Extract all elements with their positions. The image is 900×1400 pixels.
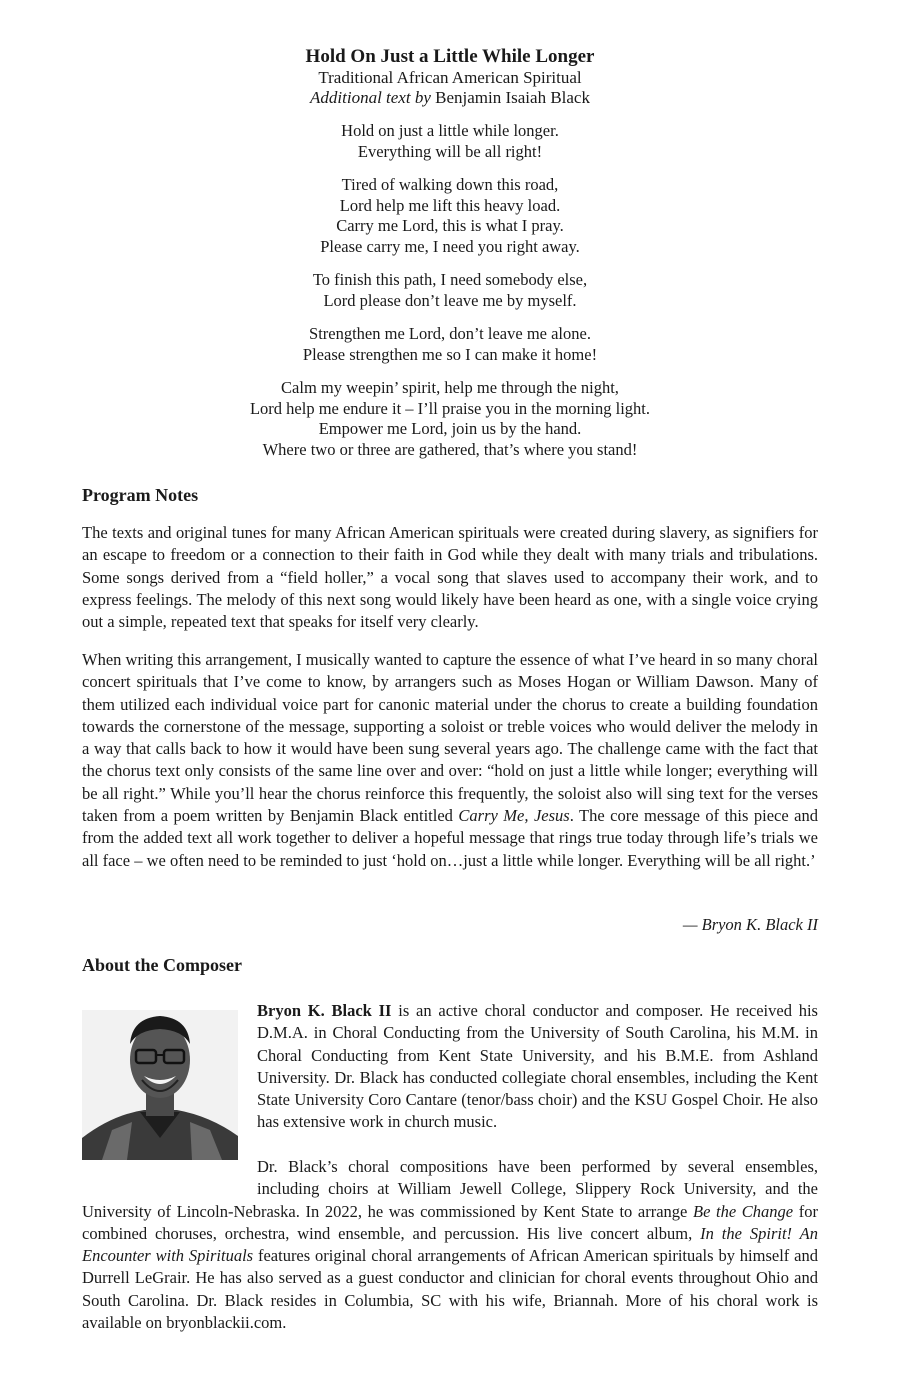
program-notes-signature: — Bryon K. Black II bbox=[682, 915, 818, 934]
program-notes-heading: Program Notes bbox=[82, 485, 199, 505]
composer-bio-paragraph-2 bbox=[82, 1156, 818, 1334]
credit-name: Benjamin Isaiah Black bbox=[435, 88, 590, 107]
composer-bio-paragraph-1 bbox=[82, 1000, 818, 1154]
lyric-stanza bbox=[0, 378, 900, 460]
lyric-line: Please carry me, I need you right away. bbox=[320, 236, 580, 256]
para2-text-b: . The core message of this piece and from the added text all work together to deliver a hopeful message that rings true today through life’s trials we all face – we often need to be reminded to just ‘hold on…just a little while longer. Everything will be all right.’ bbox=[82, 806, 819, 870]
song-origin: Traditional African American Spiritual bbox=[318, 68, 582, 87]
bio2-text-b: for combined choruses, orchestra, wind ensemble, and percussion. His live concert album, bbox=[82, 1201, 818, 1243]
lyric-line: Calm my weepin’ spirit, help me through the night, bbox=[281, 378, 619, 397]
program-notes-paragraph-2 bbox=[82, 649, 818, 872]
lyric-stanza bbox=[0, 175, 900, 257]
photo-wrap-spacer-2 bbox=[82, 1156, 257, 1200]
lyric-line: To finish this path, I need somebody else, bbox=[312, 270, 588, 289]
bio2-text-c: features original choral arrangements of African American spirituals by himself and Durrell LeGrair. He has also served as a guest conductor and clinician for choral events throughout Ohio and South Carolina. Dr. Black resides in Columbia, SC with his wife, Briannah. More of his choral work is available on bryonblackii.com. bbox=[82, 1246, 818, 1333]
lyric-stanza bbox=[0, 324, 900, 365]
song-text-block bbox=[0, 46, 900, 460]
bio1-text: is an active choral conductor and composer. He received his D.M.A. in Choral Conducting from the University of South Carolina, his M.M. in Choral Conducting from Kent State University, and his B.M.E. from Ashland University. Dr. Black has conducted collegiate choral ensembles, including the Kent State University Coro Cantare (tenor/bass choir) and the KSU Gospel Choir. He also has extensive work in church music. bbox=[257, 1001, 818, 1132]
lyric-line: Strengthen me Lord, don’t leave me alone. bbox=[309, 324, 591, 343]
lyric-line: Lord help me lift this heavy load. bbox=[339, 195, 561, 215]
lyric-line: Carry me Lord, this is what I pray. bbox=[336, 216, 564, 235]
album-title: In the Spirit! An Encounter with Spirituals bbox=[82, 1223, 818, 1266]
lyric-line: Lord help me endure it – I’ll praise you in the morning light. bbox=[249, 398, 651, 418]
lyric-line: Please strengthen me so I can make it home! bbox=[302, 344, 598, 364]
work-title-be-the-change: Be the Change bbox=[693, 1201, 794, 1221]
program-notes-paragraph-1: The texts and original tunes for many African American spirituals were created during slavery, as signifiers for an escape to freedom or a connection to their faith in God while they dealt with many trials and tribulations. Some songs derived from a “field holler,” a vocal song that slaves used to accompany their work, and to express feelings. The melody of this next song would likely have been heard as one, with a single voice crying out a simple, repeated text that speaks for itself very clearly. bbox=[82, 523, 818, 632]
lyric-line: Where two or three are gathered, that’s where you stand! bbox=[262, 439, 638, 459]
lyric-line: Empower me Lord, join us by the hand. bbox=[318, 419, 582, 438]
lyric-stanza bbox=[0, 121, 900, 162]
credit-prefix: Additional text by bbox=[310, 88, 431, 107]
song-title: Hold On Just a Little While Longer bbox=[305, 46, 595, 67]
bio2-text-a: Dr. Black’s choral compositions have been performed by several ensembles, including choirs at William Jewell College, Slippery Rock University, and the University of Lincoln-Nebraska. In 2022, he was commissioned by Kent State to arrange bbox=[82, 1157, 818, 1221]
lyric-line: Everything will be all right! bbox=[357, 141, 543, 161]
para2-text-a: When writing this arrangement, I musically wanted to capture the essence of what I’ve heard in so many choral concert spirituals that I’ve come to know, by arrangers such as Moses Hogan or William Dawson. Many of them utilized each individual voice part for canonic material under the chorus to create a building foundation towards the cornerstone of the message, supporting a soloist or treble voices who would deliver the melody in a way that calls back to how it would have been sung several years ago. The challenge came with the fact that the chorus text only consists of the same line over and over: “hold on just a little while longer; everything will be all right.” While you’ll hear the chorus reinforce this frequently, the soloist also will sing text for the verses taken from a poem written by Benjamin Black entitled bbox=[82, 650, 818, 826]
about-composer-heading: About the Composer bbox=[82, 955, 242, 975]
lyric-line: Lord please don’t leave me by myself. bbox=[323, 290, 577, 310]
poem-title: Carry Me, Jesus bbox=[458, 806, 570, 826]
song-credit bbox=[0, 88, 900, 108]
lyric-line: Hold on just a little while longer. bbox=[341, 121, 559, 140]
photo-wrap-spacer bbox=[82, 1000, 257, 1154]
lyric-line: Tired of walking down this road, bbox=[341, 175, 559, 194]
lyrics bbox=[0, 121, 900, 460]
lyric-stanza bbox=[0, 270, 900, 311]
composer-name: Bryon K. Black II bbox=[257, 1001, 392, 1020]
